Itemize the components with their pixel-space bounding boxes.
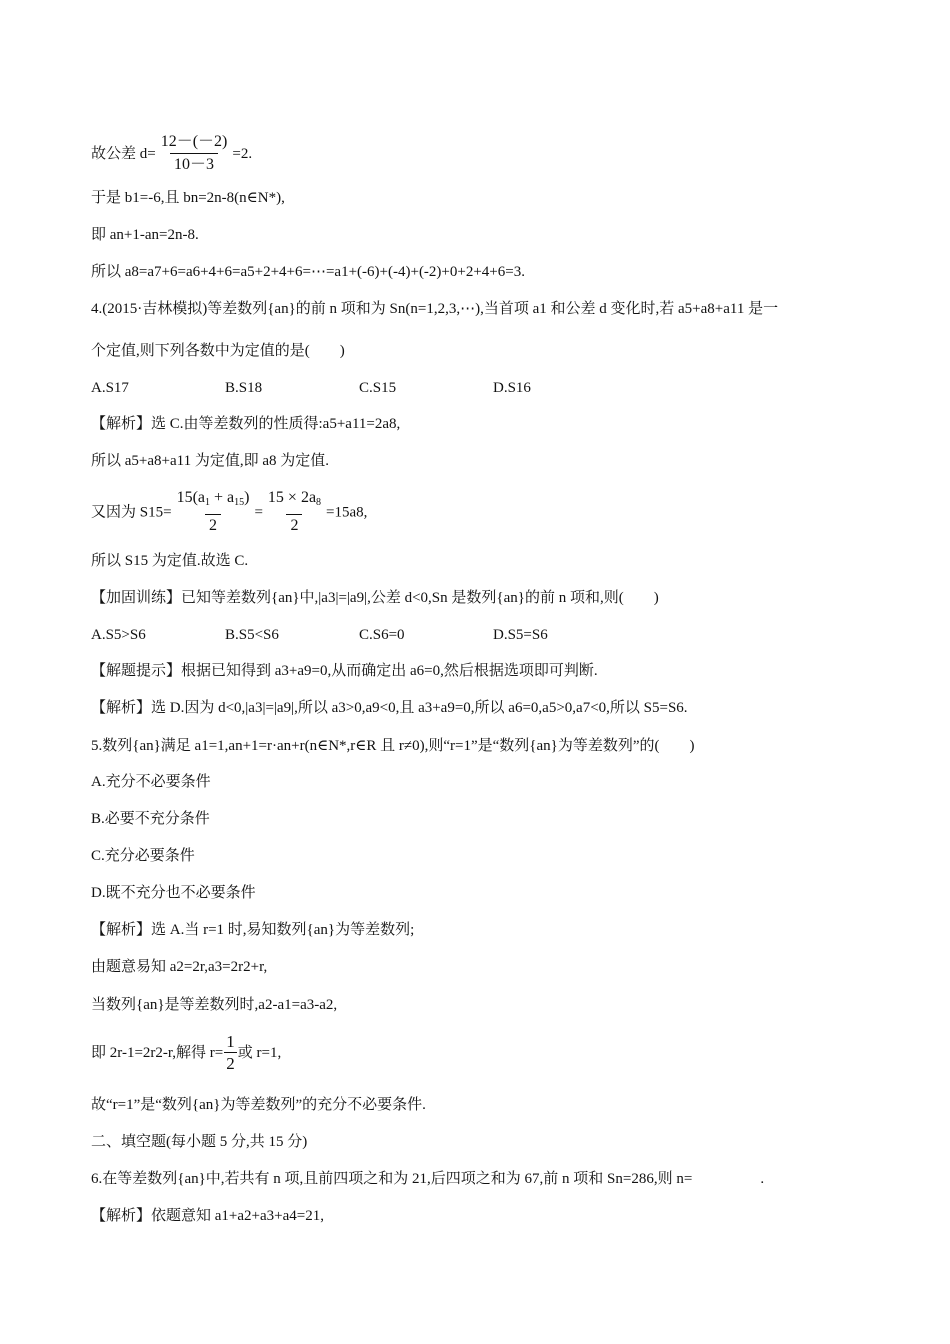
fraction-d: $\frac{12-(-2)}{10-3}$: [157, 131, 232, 176]
answer-5-line4: 即 2r-1=2r2-r,解得 r= $\frac{1}{2}$ 或 r=1,: [91, 1032, 282, 1073]
question-6: 6.在等差数列{an}中,若共有 n 项,且前四项之和为 21,后四项之和为 67,前 n 项和 Sn=286,则 n= .: [91, 1171, 765, 1187]
question-5-option-a: A.充分不必要条件: [91, 774, 211, 790]
answer-5-line3: 当数列{an}是等差数列时,a2-a1=a3-a2,: [91, 997, 338, 1013]
option-d: D.S16: [493, 380, 531, 396]
line-b1: 于是 b1=-6,且 bn=2n-8(n∈N*),: [91, 190, 285, 206]
question-5: 5.数列{an}满足 a1=1,an+1=r·an+r(n∈N*,r∈R 且 r≠0),则“r=1”是“数列{an}为等差数列”的( ): [91, 738, 695, 754]
fraction-one-half: $\frac{1}{2}$: [226, 1032, 235, 1073]
fraction-s15-a8: $\frac{15 \times 2a_8}{2}$: [264, 487, 325, 537]
question-4-options: [91, 378, 627, 398]
option-a: A.S5>S6: [91, 627, 146, 643]
answer-5-line5: 故“r=1”是“数列{an}为等差数列”的充分不必要条件.: [91, 1097, 426, 1113]
line-a8: 所以 a8=a7+6=a6+4+6=a5+2+4+6=⋯=a1+(-6)+(-4)+(-2)+0+2+4+6=3.: [91, 264, 525, 280]
question-5-option-b: B.必要不充分条件: [91, 811, 210, 827]
line-an-diff: 即 an+1-an=2n-8.: [91, 227, 199, 243]
option-b: B.S5<S6: [225, 627, 279, 643]
exercise-question: 【加固训练】已知等差数列{an}中,|a3|=|a9|,公差 d<0,Sn 是数列{an}的前 n 项和,则( ): [91, 590, 659, 606]
option-b: B.S18: [225, 380, 263, 396]
fraction-s15-sum: $\frac{15(a_1 + a_{15})}{2}$: [173, 487, 254, 537]
option-a: A.S17: [91, 380, 129, 396]
exercise-answer: 【解析】选 D.因为 d<0,|a3|=|a9|,所以 a3>0,a9<0,且 a3+a9=0,所以 a6=0,a5>0,a7<0,所以 S5=S6.: [91, 700, 688, 716]
section-2-heading: 二、填空题(每小题 5 分,共 15 分): [91, 1134, 308, 1150]
answer-5-line2: 由题意易知 a2=2r,a3=2r2+r,: [91, 959, 268, 975]
line-common-difference: 故公差 d= $\frac{12-(-2)}{10-3}$ =2.: [91, 132, 252, 177]
option-c: C.S6=0: [359, 627, 405, 643]
question-4-line2: 个定值,则下列各数中为定值的是( ): [91, 343, 345, 359]
option-d: D.S5=S6: [493, 627, 548, 643]
answer-4-line1: 【解析】选 C.由等差数列的性质得:a5+a11=2a8,: [91, 416, 401, 432]
answer-5-line1: 【解析】选 A.当 r=1 时,易知数列{an}为等差数列;: [91, 922, 415, 938]
exercise-options: [91, 625, 627, 645]
question-5-option-c: C.充分必要条件: [91, 848, 195, 864]
exercise-hint: 【解题提示】根据已知得到 a3+a9=0,从而确定出 a6=0,然后根据选项即可判断.: [91, 663, 598, 679]
answer-6-line1: 【解析】依题意知 a1+a2+a3+a4=21,: [91, 1208, 324, 1224]
question-5-option-d: D.既不充分也不必要条件: [91, 885, 256, 901]
answer-4-line2: 所以 a5+a8+a11 为定值,即 a8 为定值.: [91, 453, 329, 469]
answer-4-line3: 又因为 S15= $\frac{15(a_1 + a_{15})}{2}$ = $\frac{15 \times 2a_8}{2}$ =15a8,: [91, 488, 367, 538]
answer-4-line4: 所以 S15 为定值.故选 C.: [91, 553, 249, 569]
question-4-line1: 4.(2015·吉林模拟)等差数列{an}的前 n 项和为 Sn(n=1,2,3,⋯),当首项 a1 和公差 d 变化时,若 a5+a8+a11 是一: [91, 301, 779, 317]
option-c: C.S15: [359, 380, 397, 396]
